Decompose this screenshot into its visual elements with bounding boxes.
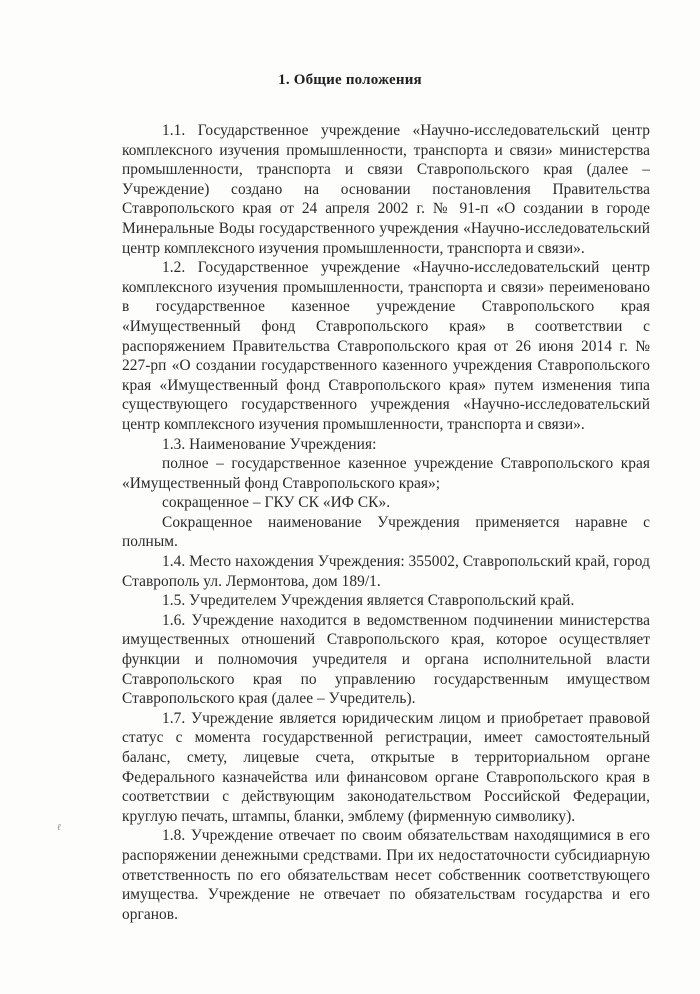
document-body xyxy=(122,121,650,924)
paragraph-short-name-usage: Сокращенное наименование Учреждения применяется наравне с полным. xyxy=(122,513,650,551)
paragraph-full-name: полное – государственное казенное учреждение Ставропольского края «Имущественный фонд Ставропольского края»; xyxy=(122,455,650,492)
paragraph-1-4: 1.4. Место нахождения Учреждения: 355002, Ставропольский край, город Ставрополь ул. Лермонтова, дом 189/1. xyxy=(122,553,650,590)
paragraph-1-2: 1.2. Государственное учреждение «Научно-исследовательский центр комплексного изучения промышленности, транспорта и связи» переименовано в государственное казенное учреждение Ставропольского края «Имущественный фонд Ставропольского края» в соответствии с распоряжением Правительства Ставропольского края от 26 июня 2014 г. № 227-рп «О создании государственного казенного учреждения Ставропольского края «Имущественный фонд Ставропольского края» путем изменения типа существующего государственного учреждения «Научно-исследовательский центр комплексного изучения промышленности, транспорта и связи». xyxy=(122,259,650,433)
paragraph-1-7: 1.7. Учреждение является юридическим лицом и приобретает правовой статус с момента государственной регистрации, имеет самостоятельный баланс, смету, лицевые счета, открытые в территориальном органе Федерального казначейства или финансовом органе Ставропольского края в соответствии с действующим законодательством Российской Федерации, круглую печать, штампы, бланки, эмблему (фирменную символику). xyxy=(122,709,650,825)
paragraph-1-5: 1.5. Учредителем Учреждения является Ставропольский край. xyxy=(162,592,575,610)
section-heading: 1. Общие положения xyxy=(278,72,422,88)
paragraph-1-1: 1.1. Государственное учреждение «Научно-исследовательский центр комплексного изучения промышленности, транспорта и связи» министерства промышленности, транспорта и связи Ставропольского края (далее – Учреждение) создано на основании постановления Правительства Ставропольского края от 24 апреля 2002 г. № 91-п «О создании в городе Минеральные Воды государственного учреждения «Научно-исследовательский центр комплексного изучения промышленности, транспорта и связи». xyxy=(122,122,650,257)
margin-mark: ℓ xyxy=(57,822,61,832)
paragraph-1-6: 1.6. Учреждение находится в ведомственном подчинении министерства имущественных отношений Ставропольского края, которое осуществляет функции и полномочия учредителя и органа исполнительной власти Ставропольского края по управлению государственным имуществом Ставропольского края (далее – Учредитель). xyxy=(122,611,650,708)
paragraph-short-name: сокращенное – ГКУ СК «ИФ СК». xyxy=(162,494,391,512)
paragraph-1-3: 1.3. Наименование Учреждения: xyxy=(162,435,377,453)
paragraph-1-8: 1.8. Учреждение отвечает по своим обязательствам находящимися в его распоряжении денежными средствами. При их недостаточности субсидиарную ответственность по его обязательствам несет собственник соответствующего имущества. Учреждение не отвечает по обязательствам государства и его органов. xyxy=(122,827,650,923)
